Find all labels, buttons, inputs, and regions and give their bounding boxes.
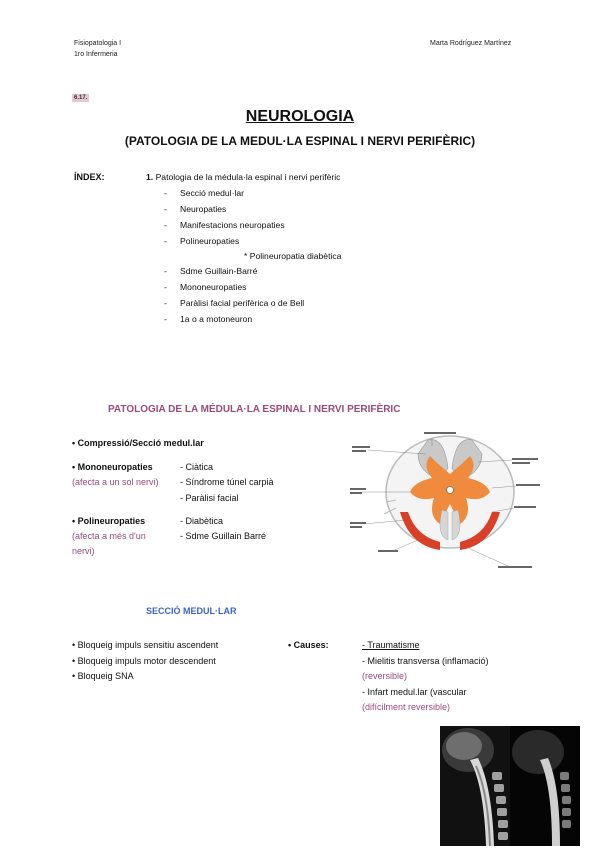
section2-heading: SECCIÓ MEDUL·LAR [146, 606, 237, 616]
index-item: - Polineuropaties [164, 236, 240, 246]
mono-item: - Paràlisi facial [180, 493, 239, 503]
index-main-number: 1. [146, 172, 154, 182]
causes-label: • Causes: [288, 640, 329, 650]
header-course: Fisiopatologia I [74, 40, 122, 47]
index-item: - Mononeuropaties [164, 282, 247, 292]
cause-item: - Traumatisme [362, 640, 420, 650]
index-item: - Sdme Guillain-Barré [164, 266, 258, 276]
mono-item: - Ciàtica [180, 462, 214, 472]
index-item: - 1a o a motoneuron [164, 314, 253, 324]
poli-note: nervi) [72, 546, 95, 556]
index-main [146, 172, 340, 182]
cause-item: - Infart medul.lar (vascular [362, 687, 467, 697]
spinal-cord-diagram [348, 428, 548, 578]
index-subitem: * Polineuropatia diabètica [244, 251, 342, 261]
section2-bullet: • Bloqueig impuls motor descendent [72, 656, 216, 666]
index-label: ÍNDEX: [74, 172, 105, 182]
index-item: - Paràlisi facial perifèrica o de Bell [164, 298, 305, 308]
compression-item: • Compressió/Secció medul.lar [72, 438, 204, 448]
index-item: - Secció medul·lar [164, 188, 244, 198]
section2-bullet: • Bloqueig impuls sensitiu ascendent [72, 640, 219, 650]
index-main-text: Patologia de la médula·la espinal i nervi perifèric [155, 172, 341, 182]
cause-item: - Mielitis transversa (inflamació) [362, 656, 489, 666]
poli-label: • Polineuropaties [72, 516, 146, 526]
cause-note: (difícilment reversible) [362, 702, 451, 712]
section1-heading: PATOLOGIA DE LA MÉDULA·LA ESPINAL I NERVI PERIFÈRIC [108, 404, 401, 415]
section2-bullet: • Bloqueig SNA [72, 671, 134, 681]
mono-label: • Mononeuropaties [72, 462, 153, 472]
index-item: - Neuropaties [164, 204, 227, 214]
mono-item: - Síndrome túnel carpià [180, 477, 274, 487]
poli-item: - Diabètica [180, 516, 224, 526]
header-author: Marta Rodríguez Martínez [430, 40, 512, 47]
spine-mri-image [440, 726, 580, 846]
poli-item: - Sdme Guillain Barré [180, 531, 267, 541]
poli-note: (afecta a més d'un [72, 531, 146, 541]
header-program: 1ro Infermeria [74, 51, 118, 58]
page-title: NEUROLOGIA [245, 108, 355, 125]
section-badge: 6.17. [74, 95, 88, 101]
cause-note: (reversible) [362, 671, 408, 681]
page-subtitle: (PATOLOGIA DE LA MEDUL·LA ESPINAL I NERVI PERIFÈRIC) [124, 134, 476, 148]
index-item: - Manifestacions neuropaties [164, 220, 285, 230]
mono-note: (afecta a un sol nervi) [72, 477, 159, 487]
